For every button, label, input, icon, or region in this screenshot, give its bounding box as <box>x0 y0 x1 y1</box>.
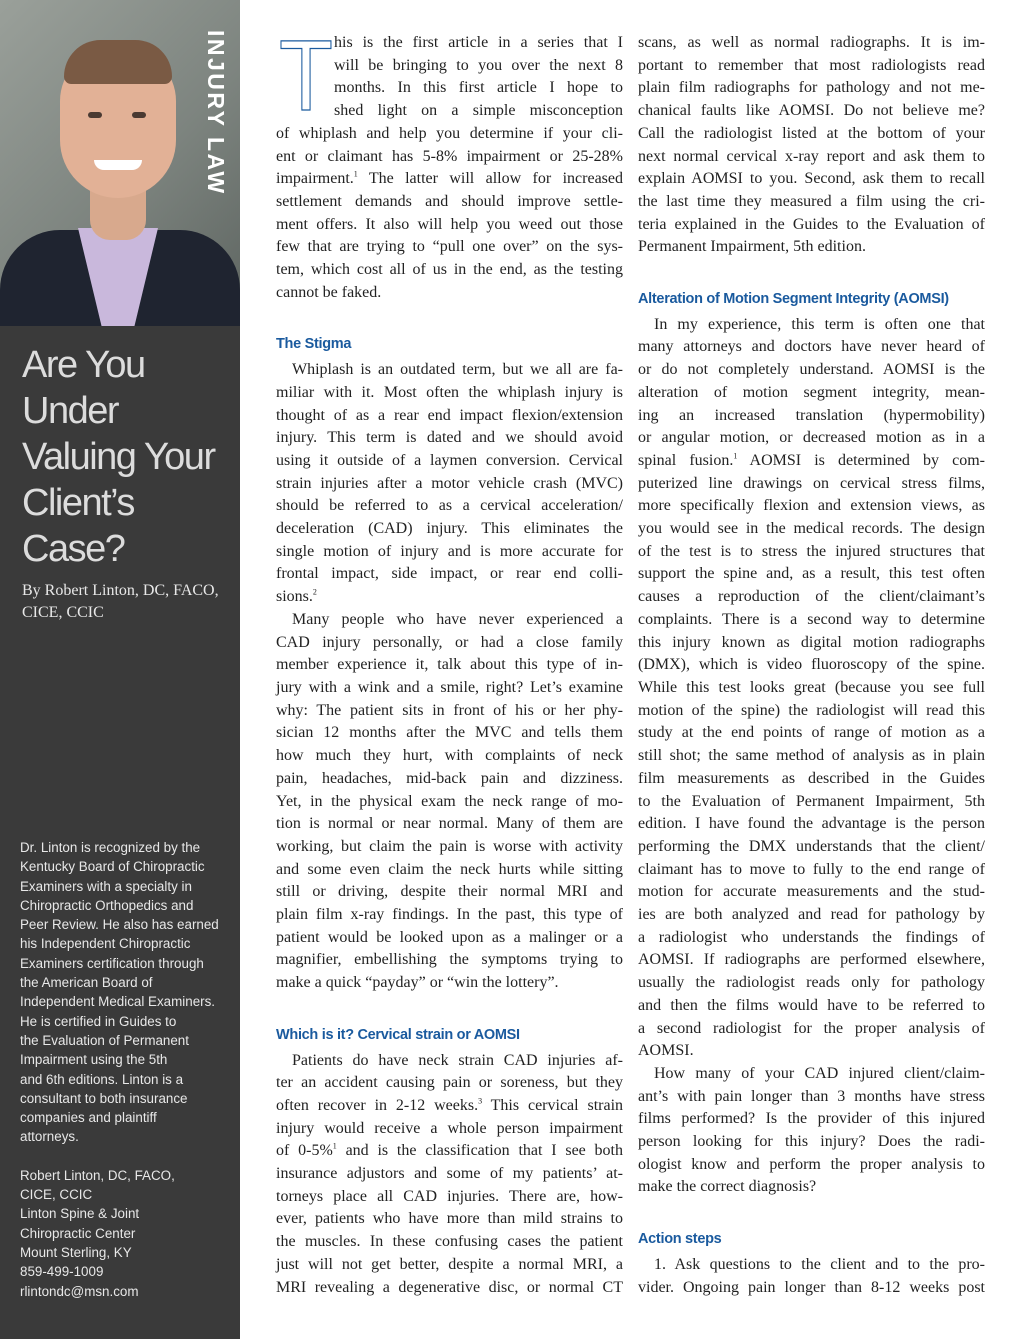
text: MRI revealing a degenerative disc, or normal CT <box>276 1278 623 1296</box>
text: Which is it? Cervical strain or AOMSI <box>276 1026 520 1043</box>
article-line <box>638 1254 985 1277</box>
text: Alteration of Motion Segment Integrity (AOMSI) <box>638 291 949 308</box>
article-line <box>276 791 623 814</box>
text: injury would receive a whole person impairment <box>276 1119 623 1137</box>
footnote-marker: 3 <box>478 1096 483 1106</box>
article-line <box>638 927 985 950</box>
text: Yet, in the physical exam the neck range of mo- <box>276 792 623 810</box>
paragraph-gap <box>276 995 623 1013</box>
contact-line: 859-499-1009 <box>20 1264 104 1280</box>
text: ologist know and perform the proper analysis to <box>638 1155 985 1173</box>
byline <box>22 580 227 624</box>
article-line <box>276 450 623 473</box>
text: impairment. <box>276 170 354 188</box>
contact-line: Robert Linton, DC, FACO, <box>20 1167 175 1183</box>
text: a second radiologist for the proper analysis of <box>638 1019 985 1037</box>
text: Whiplash is an outdated term, but we all are fa- <box>292 361 623 379</box>
text: plain film radiographs for pathology and not me- <box>638 79 985 97</box>
text: motion of the spine) the radiologist will read this <box>638 701 985 719</box>
bio-line: Independent Medical Examiners. <box>20 994 216 1010</box>
footnote-marker: 2 <box>312 587 317 597</box>
section-heading <box>638 288 985 311</box>
section-heading <box>276 1024 623 1047</box>
text: tem, which cost all of us in the end, as the testing <box>276 261 623 279</box>
article-line <box>638 632 985 655</box>
article-line <box>638 972 985 995</box>
text: frontal impact, side impact, or rear end colli- <box>276 565 623 583</box>
footnote-marker: 1 <box>332 1142 337 1152</box>
article-line <box>638 1277 985 1300</box>
text: the last time they measured a film using the cri- <box>638 192 985 210</box>
text: study at the end points of range of motion as a <box>638 724 985 742</box>
text: How many of your CAD injured client/claim- <box>654 1064 985 1082</box>
article-line <box>276 813 623 836</box>
article-line <box>276 745 623 768</box>
text: and is the classification that I see both <box>336 1142 624 1160</box>
article-line <box>638 586 985 609</box>
text: usually the radiologist reads only for pathology <box>638 974 985 992</box>
article-line <box>638 836 985 859</box>
text: magnifier, embellishing the symptoms trying to <box>276 951 623 969</box>
article-line <box>638 700 985 723</box>
text: strain injuries after a motor vehicle crash (MVC) <box>276 474 623 492</box>
article-line <box>276 972 623 995</box>
article-line <box>638 1018 985 1041</box>
article-line <box>276 100 623 123</box>
text: performing the DMX understands that the client/ <box>638 837 985 855</box>
article-line <box>276 32 623 55</box>
text: puterized line drawings on cervical stress films, <box>638 474 985 492</box>
text: why: The patient sits in front of his or her phy- <box>276 701 623 719</box>
text: Action steps <box>638 1231 722 1248</box>
article-line <box>638 791 985 814</box>
article-line <box>638 995 985 1018</box>
article-line <box>276 55 623 78</box>
text: will be bringing to you over the next 8 <box>334 56 623 74</box>
article-line <box>276 427 623 450</box>
bio-line: consultant to both insurance <box>20 1090 188 1106</box>
text: Call the radiologist listed at the bottom of your <box>638 124 985 142</box>
bio-line: Dr. Linton is recognized by the <box>20 840 201 855</box>
text: ment offers. It also will help you weed out those <box>276 215 623 233</box>
article-line <box>638 168 985 191</box>
bio-line: Peer Review. He also has earned <box>20 917 219 933</box>
text: sions. <box>276 588 313 606</box>
text: AOMSI. If radiographs are performed elsewhere, <box>638 951 985 969</box>
text: still shot; the same method of analysis as in plain <box>638 747 985 765</box>
article-line <box>638 1040 985 1063</box>
text: explain AOMSI to you. Second, ask them to recall <box>638 170 985 188</box>
text: more specifically flexion and extension views, as <box>638 497 985 515</box>
article-line <box>638 768 985 791</box>
text: shed light on a simple misconception <box>334 102 623 120</box>
text: insurance adjustors and some of my patients’ at- <box>276 1165 623 1183</box>
article-line <box>276 123 623 146</box>
paragraph-gap <box>638 259 985 277</box>
article-line <box>276 473 623 496</box>
article-line <box>638 495 985 518</box>
article-line <box>276 146 623 169</box>
text: a radiologist who understands the findings of <box>638 928 985 946</box>
article-line <box>638 336 985 359</box>
headline <box>22 342 232 572</box>
bio-line: his Independent Chiropractic <box>20 936 191 952</box>
text: support the spine and, as a result, this test often <box>638 565 985 583</box>
section-heading <box>638 1228 985 1251</box>
article-line <box>638 214 985 237</box>
text: ever, patients who have more than mild strains to <box>276 1210 623 1228</box>
article-line <box>276 77 623 100</box>
article-line <box>638 654 985 677</box>
headline-line: Are You <box>22 344 145 386</box>
contact-line: Linton Spine & Joint <box>20 1206 140 1222</box>
text: ing an increased translation (hypermobility) <box>638 406 985 424</box>
article-line <box>638 77 985 100</box>
text: still or driving, despite their normal MRI and <box>276 883 623 901</box>
text: AOMSI is determined by com- <box>737 451 986 469</box>
text: patient would be looked upon as a malinger or a <box>276 928 623 946</box>
article-line <box>276 1072 623 1095</box>
paragraph-gap <box>638 1199 985 1217</box>
article-line <box>638 1176 985 1199</box>
article-line <box>638 473 985 496</box>
bio-line: attorneys. <box>20 1129 79 1145</box>
article-line <box>638 32 985 55</box>
article-line <box>276 563 623 586</box>
text: just will not get better, despite a normal MRI, a <box>276 1255 623 1273</box>
text: claimant has to move to fully to the end range of <box>638 860 985 878</box>
article-line <box>638 904 985 927</box>
text: films performed? Is the provider of this injured <box>638 1110 985 1128</box>
article-line <box>276 1186 623 1209</box>
text: deceleration (CAD) injury. This eliminates the <box>276 520 623 538</box>
article-line <box>276 904 623 927</box>
article-line <box>638 563 985 586</box>
article-line <box>638 55 985 78</box>
text: CAD injury personally, or had a close family <box>276 633 623 651</box>
article-line <box>276 1095 623 1118</box>
text: Permanent Impairment, 5th edition. <box>638 238 866 256</box>
bio-line: Examiners with a specialty in <box>20 878 192 894</box>
text: 1. Ask questions to the client and to the pro- <box>654 1255 985 1273</box>
text: single motion of injury and is more accurate for <box>276 542 623 560</box>
section-heading <box>276 333 623 356</box>
article-line <box>638 1063 985 1086</box>
text: In my experience, this term is often one that <box>654 315 985 333</box>
headline-line: Case? <box>22 528 125 570</box>
text: to the Evaluation of Permanent Impairment, 5th <box>638 792 985 810</box>
text: ent or claimant has 5-8% impairment or 25-28% <box>276 147 623 165</box>
article-line <box>638 859 985 882</box>
article-line <box>638 677 985 700</box>
text: ant’s with pain longer than 3 months have stress <box>638 1087 985 1105</box>
article-line <box>638 191 985 214</box>
text: sician 12 months after the MVC and tells them <box>276 724 623 742</box>
article-line <box>638 518 985 541</box>
text: and then the films would have to be referred to <box>638 996 985 1014</box>
text: settlement demands and should improve settle- <box>276 192 623 210</box>
article-line <box>276 259 623 282</box>
text: Patients do have neck strain CAD injuries af- <box>292 1051 623 1069</box>
article-line <box>638 405 985 428</box>
contact-line: Mount Sterling, KY <box>20 1244 132 1260</box>
text: thought of as a rear end impact flexion/extension <box>276 406 623 424</box>
text: make the correct diagnosis? <box>638 1178 817 1196</box>
contact-email: rlintondc@msn.com <box>20 1283 139 1299</box>
article-line <box>276 677 623 700</box>
text: person looking for this injury? Does the radi- <box>638 1133 985 1151</box>
byline-line: CICE, CCIC <box>22 604 104 621</box>
text: using it outside of a laymen conversion. Cervical <box>276 451 623 469</box>
article-line <box>276 1118 623 1141</box>
text: months. In this first article I hope to <box>334 79 623 97</box>
article-line <box>276 768 623 791</box>
spacer <box>20 1147 232 1166</box>
text: pain, headaches, mid-back pain and dizziness. <box>276 769 623 787</box>
text: tion is normal or near normal. Many of them are <box>276 815 623 833</box>
article-line <box>276 191 623 214</box>
article-line <box>276 586 623 609</box>
drop-cap-letter: T <box>279 34 333 112</box>
text: of the test is to stress the injured structures that <box>638 542 985 560</box>
article-line <box>638 427 985 450</box>
article-line <box>276 654 623 677</box>
sidebar <box>0 0 240 1339</box>
headline-line: Under <box>22 390 118 432</box>
bio-line: Examiners certification through <box>20 955 204 971</box>
article-line <box>276 518 623 541</box>
article-line <box>276 836 623 859</box>
text: (DMX), which is video fluoroscopy of the spine. <box>638 656 985 674</box>
headline-line: Valuing Your <box>22 436 215 478</box>
article-line <box>276 1163 623 1186</box>
text: AOMSI. <box>638 1042 694 1060</box>
text: next normal cervical x-ray report and ask them to <box>638 147 985 165</box>
article-line <box>638 745 985 768</box>
article-line <box>276 282 623 305</box>
article-column-2 <box>638 32 985 1299</box>
article-line <box>638 881 985 904</box>
text: This cervical strain <box>482 1096 624 1114</box>
text: or angular motion, or decreased motion as in a <box>638 429 985 447</box>
article-line <box>276 1140 623 1163</box>
footnote-marker: 1 <box>733 451 738 461</box>
article-line <box>638 1131 985 1154</box>
article-line <box>638 382 985 405</box>
bio-line: Impairment using the 5th <box>20 1052 168 1068</box>
article-line <box>276 359 623 382</box>
article-line <box>638 813 985 836</box>
text: make a quick “payday” or “win the lottery”. <box>276 974 559 992</box>
section-label-text: INJURY LAW <box>203 30 229 196</box>
text: should be referred to as a cervical acceleration/ <box>276 497 623 515</box>
article-line <box>638 1108 985 1131</box>
author-bio <box>20 838 232 1301</box>
bio-line: the Evaluation of Permanent <box>20 1032 189 1048</box>
article-line <box>276 236 623 259</box>
article-line <box>276 949 623 972</box>
article-line <box>276 1231 623 1254</box>
text: miliar with it. Most often the whiplash injury is <box>276 383 623 401</box>
article-line <box>276 1050 623 1073</box>
article-line <box>276 859 623 882</box>
text: often recover in 2-12 weeks. <box>276 1096 479 1114</box>
text: ies are both analyzed and read for pathology by <box>638 906 985 924</box>
article-line <box>638 1154 985 1177</box>
bio-line: Kentucky Board of Chiropractic <box>20 859 205 875</box>
article-line <box>276 1277 623 1300</box>
article-line <box>276 700 623 723</box>
article-column-1 <box>276 32 623 1299</box>
text: you would see in the medical records. The design <box>638 520 985 538</box>
text: The Stigma <box>276 336 352 353</box>
bio-line: Chiropractic Orthopedics and <box>20 897 194 913</box>
article-line <box>276 1208 623 1231</box>
article-line <box>638 100 985 123</box>
text: injury. This term is dated and we should avoid <box>276 429 623 447</box>
text: the muscles. In these confusing cases the patient <box>276 1233 623 1251</box>
article-line <box>638 450 985 473</box>
article-line <box>638 1086 985 1109</box>
article-line <box>638 359 985 382</box>
byline-line: By Robert Linton, DC, FACO, <box>22 582 219 599</box>
text: many attorneys and doctors have never heard of <box>638 338 985 356</box>
text: alteration of motion segment integrity, mean- <box>638 383 985 401</box>
text: complaints. There is a second way to determine <box>638 610 985 628</box>
text: torneys place all CAD injuries. There are, how- <box>276 1187 623 1205</box>
article-line <box>638 146 985 169</box>
bio-line: companies and plaintiff <box>20 1110 157 1126</box>
article-line <box>276 722 623 745</box>
article-line <box>276 609 623 632</box>
text: his is the first article in a series that I <box>334 34 623 51</box>
text: jury with a wink and a smile, right? Let’s examine <box>276 678 623 696</box>
paragraph-gap <box>276 304 623 322</box>
text: causes a reproduction of the client/claimant’s <box>638 588 985 606</box>
article-line <box>276 495 623 518</box>
text: chanical faults like AOMSI. Do not believe me? <box>638 102 985 120</box>
article-line <box>638 609 985 632</box>
text: portant to remember that most radiologists read <box>638 56 985 74</box>
article-line <box>638 314 985 337</box>
text: working, but claim the pain is worse with activity <box>276 837 623 855</box>
text: vider. Ongoing pain longer than 8-12 weeks post <box>638 1278 985 1296</box>
text: film measurements as described in the Guides <box>638 769 985 787</box>
headline-line: Client’s <box>22 482 134 524</box>
contact-line: CICE, CCIC <box>20 1187 93 1203</box>
article-line <box>276 881 623 904</box>
article-line <box>276 405 623 428</box>
text: Many people who have never experienced a <box>292 610 623 628</box>
contact-line: Chiropractic Center <box>20 1225 136 1241</box>
text: scans, as well as normal radiographs. It is im- <box>638 34 985 51</box>
article-line <box>638 949 985 972</box>
article-line <box>638 123 985 146</box>
article-line <box>276 541 623 564</box>
bio-line: He is certified in Guides to <box>20 1013 177 1029</box>
section-label <box>196 26 238 196</box>
article-line <box>276 382 623 405</box>
bio-line: and 6th editions. Linton is a <box>20 1071 184 1087</box>
text: The latter will allow for increased <box>357 170 623 188</box>
article-line <box>276 168 623 191</box>
text: plain film x-ray findings. In the past, this type of <box>276 906 623 924</box>
text: of 0-5% <box>276 1142 333 1160</box>
article-line <box>638 541 985 564</box>
text: While this test looks great (because you see full <box>638 678 985 696</box>
bio-line: the American Board of <box>20 975 153 991</box>
text: ter an accident causing pain or soreness, but they <box>276 1074 623 1092</box>
text: or do not completely understand. AOMSI is the <box>638 361 985 379</box>
article-line <box>276 1254 623 1277</box>
text: and some even claim the neck hurts while sitting <box>276 860 623 878</box>
text: edition. I have found the advantage is the person <box>638 815 985 833</box>
text: few that are trying to “pull one over” on the sys- <box>276 238 623 256</box>
text: how much they hurt, with complaints of neck <box>276 747 623 765</box>
text: teria explained in the Guides to the Evaluation of <box>638 215 985 233</box>
footnote-marker: 1 <box>353 169 358 179</box>
text: member experience it, talk about this type of in- <box>276 656 623 674</box>
text: motion for accurate measurements and the stud- <box>638 883 985 901</box>
text: spinal fusion. <box>638 451 734 469</box>
text: of whiplash and help you determine if your cli- <box>276 124 623 142</box>
article-line <box>276 214 623 237</box>
text: this injury known as digital motion radiographs <box>638 633 985 651</box>
article-line <box>276 632 623 655</box>
article-line <box>276 927 623 950</box>
text: cannot be faked. <box>276 283 382 301</box>
article-line <box>638 236 985 259</box>
article-line <box>638 722 985 745</box>
